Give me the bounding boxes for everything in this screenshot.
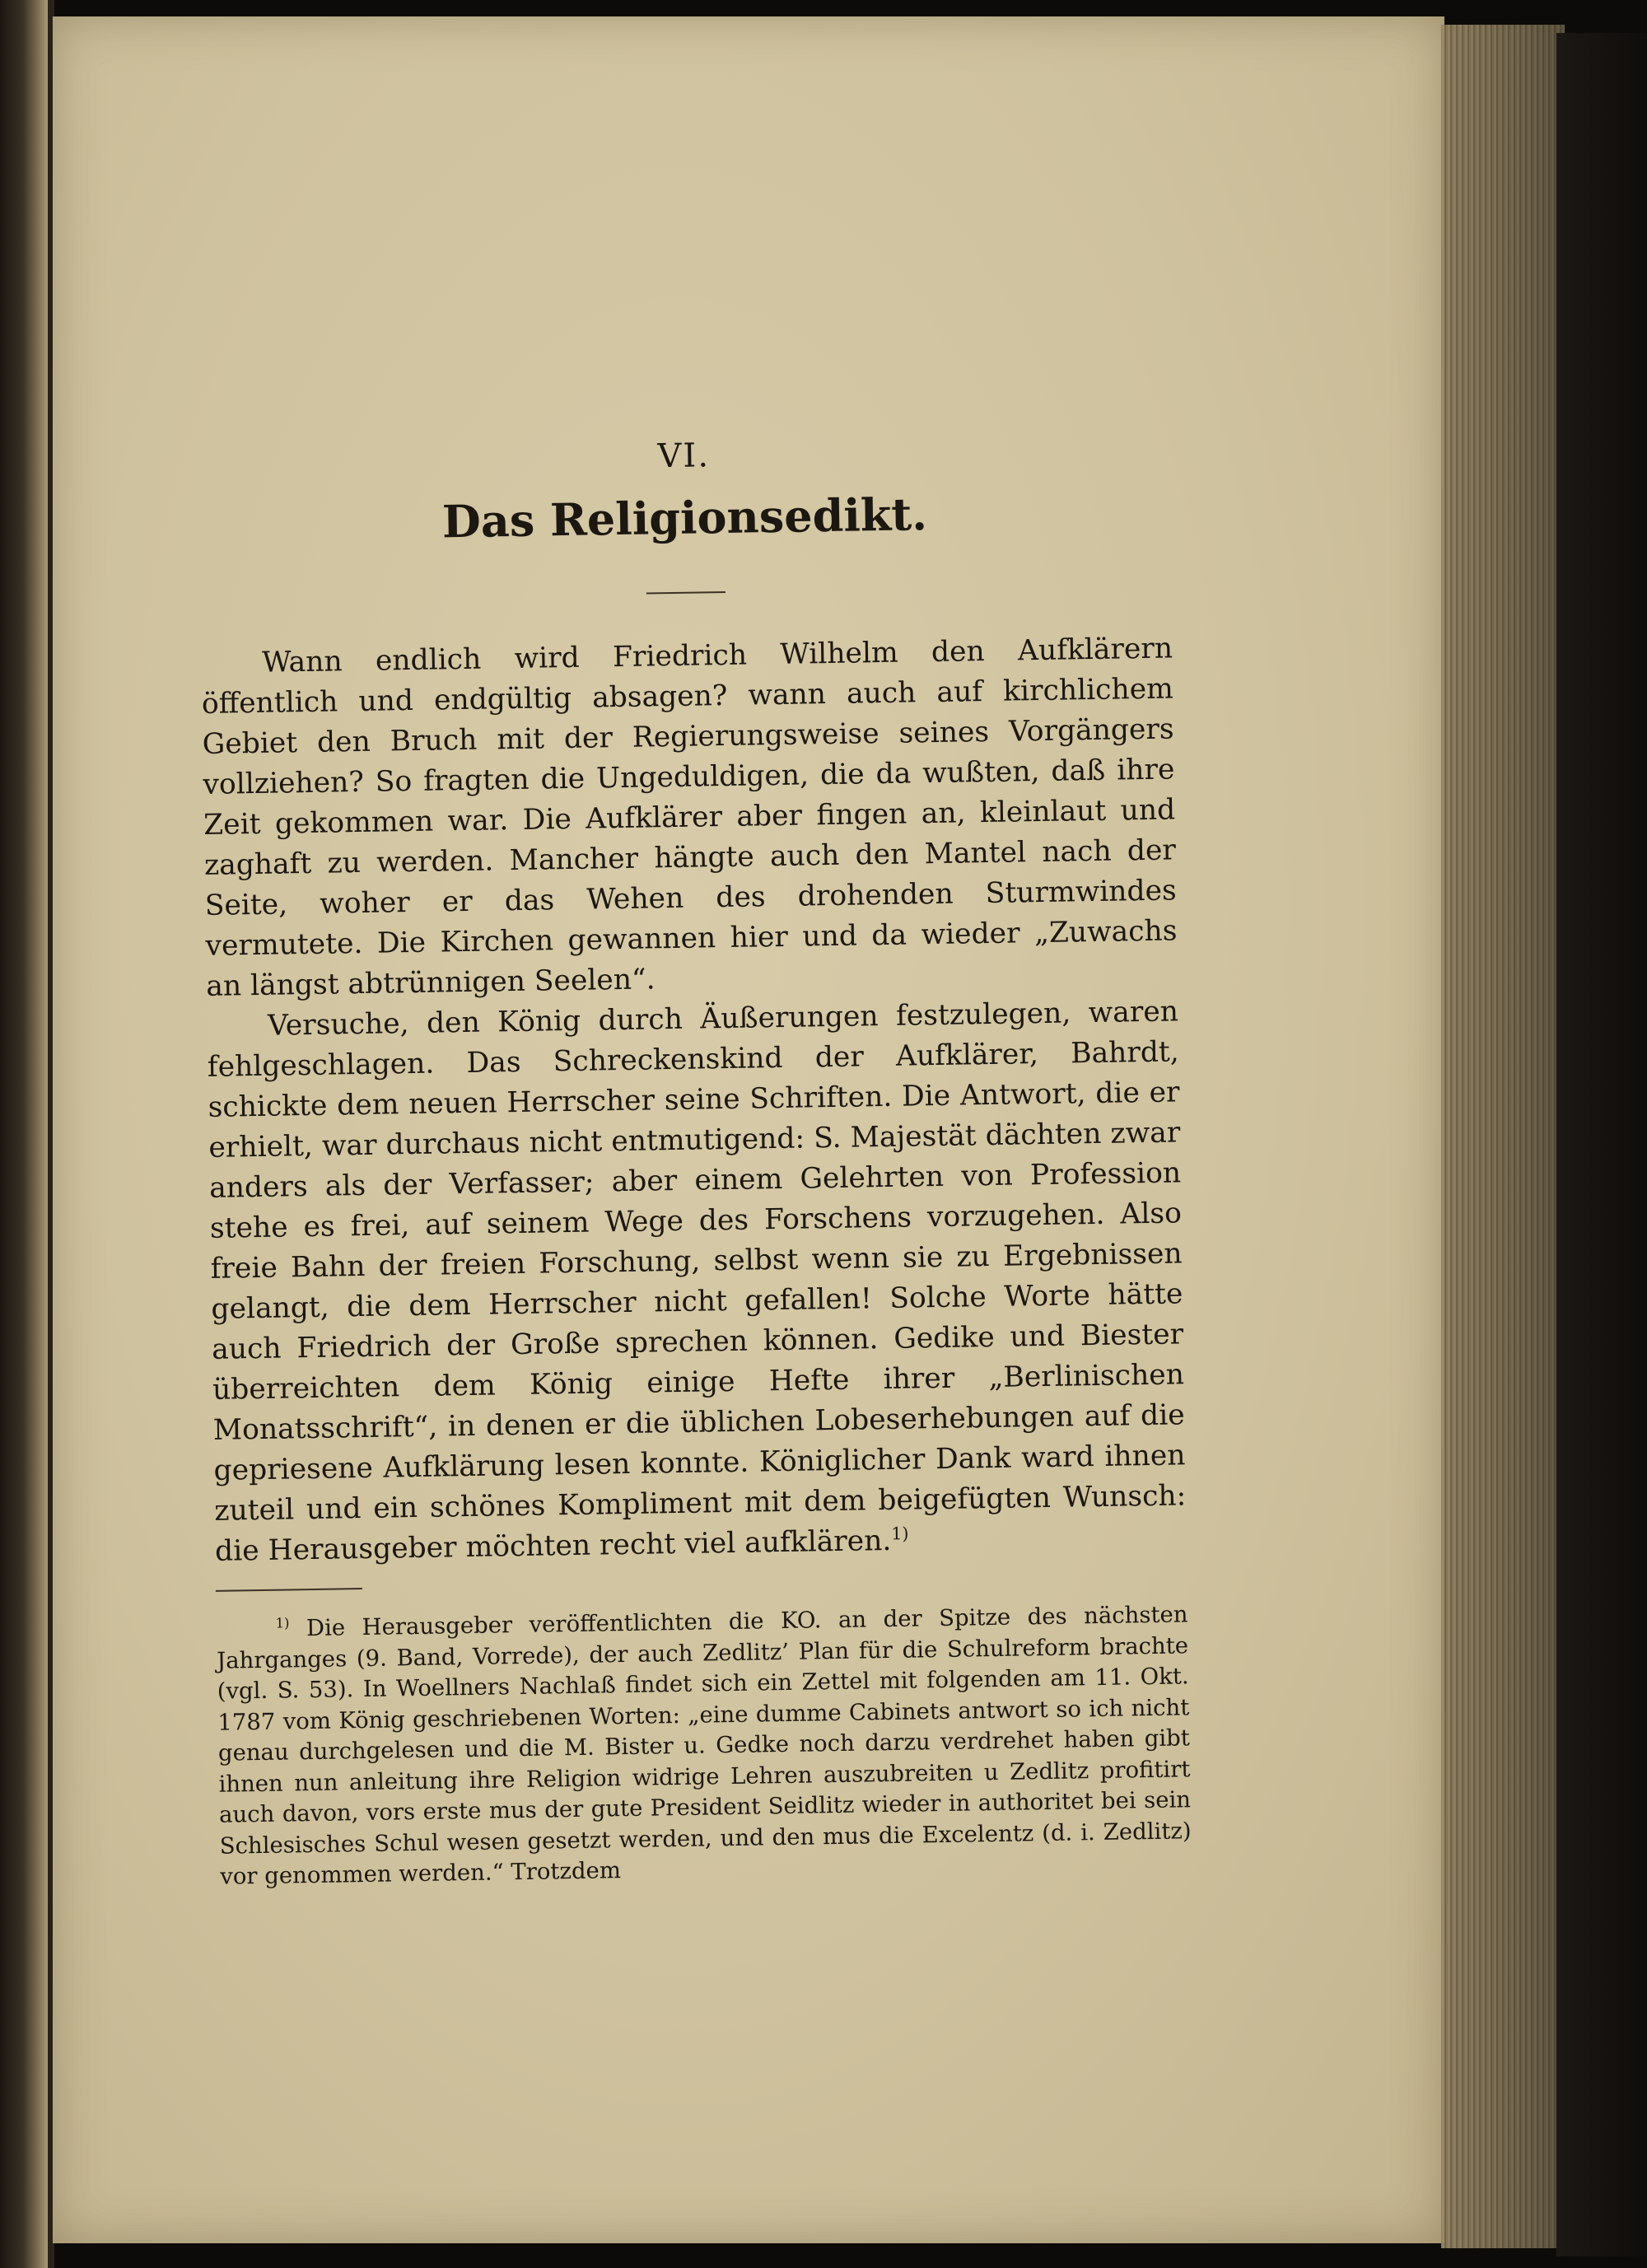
book-cover-edge: [1556, 33, 1647, 2256]
footnote-text: Die Herausgeber veröffentlichten die KO. an der Spitze des nächsten Jahrganges (9. Band, Vorrede), der auch Zedlitz’ Plan für die Schulreform brachte (vgl. S. 53). In Woellners Nachlaß findet sich ein Zettel mit folgenden am 11. Okt. 1787 vom König geschriebenen Worten: „eine dumme Cabinets antwort so ich nicht genau durchgelesen und die M. Bister u. Gedke noch darzu verdrehet haben gibt ihnen nun anleitung ihre Religion widrige Lehren auszubreiten u Zedlitz profitirt auch davon, vors erste mus der gute President Seidlitz wieder in authoritet bei sein Schlesisches Schul wesen gesetzt werden, und den mus die Excelentz (d. i. Zedlitz) vor genommen werden.“ Trotzdem: [216, 1601, 1192, 1890]
page-content: [198, 429, 1192, 1892]
footnote: [216, 1599, 1192, 1892]
footnote-marker: 1): [275, 1615, 290, 1631]
paragraph-with-note: [207, 992, 1187, 1571]
chapter-title: Das Religionsedikt.: [441, 488, 928, 548]
paragraph-text: Versuche, den König durch Äußerungen festzulegen, waren fehlgeschlagen. Das Schreckenskind der Aufklärer, Bahrdt, schickte dem neuen Herrscher seine Schriften. Die Antwort, die er erhielt, war durchaus nicht entmutigend: S. Majestät dächten zwar anders als der Verfasser; aber einem Gelehrten von Profession stehe es frei, auf seinem Wege des Forschens vorzugehen. Also freie Bahn der freien Forschung, selbst wenn sie zu Ergebnissen gelangt, die dem Herrscher nicht gefallen! Solche Worte hätte auch Friedrich der Große sprechen können. Gedike und Biester überreichten dem König einige Hefte ihrer „Berlinischen Monatsschrift“, in denen er die üblichen Lobeserhebungen auf die gepriesene Aufklärung lesen konnte. Königlicher Dank ward ihnen zuteil und ein schönes Kompliment mit dem beigefügten Wunsch: die Herausgeber möchten recht viel aufklären.: [207, 995, 1187, 1568]
body-text: [201, 628, 1187, 1571]
chapter-number: VI.: [657, 436, 711, 476]
paragraph: Wann endlich wird Friedrich Wilhelm den Aufklärern öffentlich und endgültig absagen? wann auch auf kirchlichem Gebiet den Bruch mit der Regierungsweise seines Vorgängers vollziehen? So fragten die Ungeduldigen, die da wußten, daß ihre Zeit gekommen war. Die Aufklärer aber fingen an, kleinlaut und zaghaft zu werden. Mancher hängte auch den Mantel nach der Seite, woher er das Wehen des drohenden Sturmwindes vermutete. Die Kirchen gewannen hier und da wieder „Zuwachs an längst abtrünnigen Seelen“.: [201, 632, 1178, 1003]
footnote-divider: [216, 1588, 362, 1592]
footnote-reference: 1): [891, 1524, 909, 1544]
left-page-edge: [0, 0, 51, 2268]
page-stack-edges: [1441, 25, 1565, 2248]
title-divider: [646, 591, 726, 595]
